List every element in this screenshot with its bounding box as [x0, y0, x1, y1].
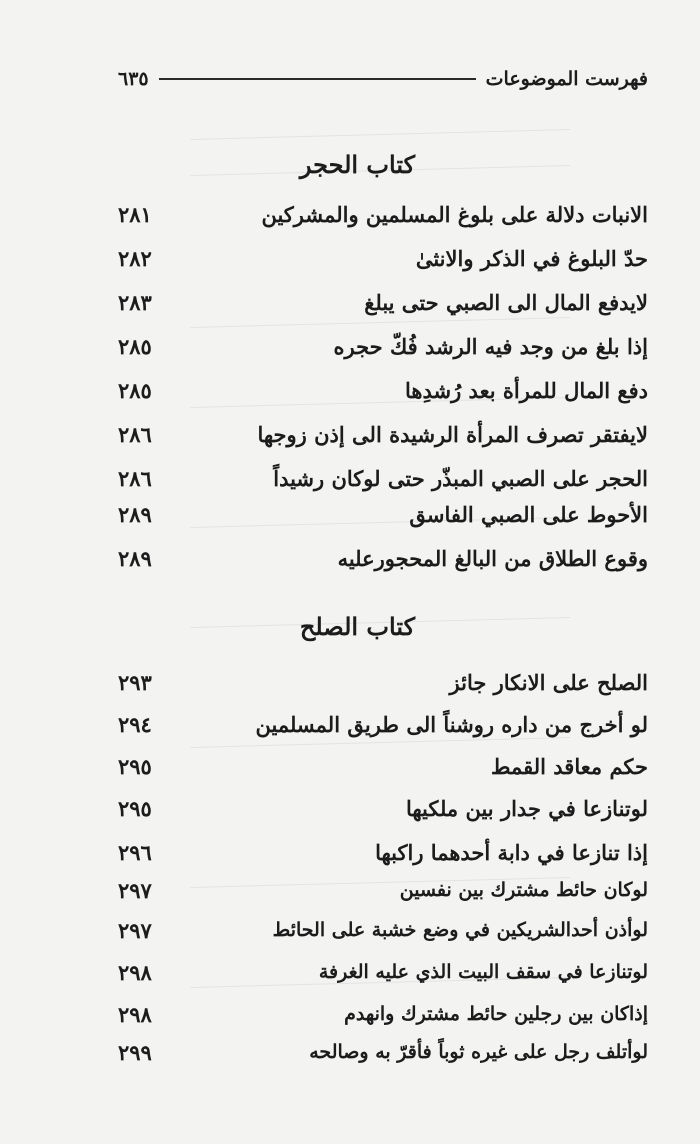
entry-title: وقوع الطلاق من البالغ المحجورعليه [337, 545, 648, 571]
header-page-number: ٦٣٥ [118, 68, 149, 90]
entry-page-number: ٢٩٣ [118, 669, 152, 695]
toc-entry[interactable] [118, 194, 648, 234]
entry-page-number: ٢٨٩ [118, 501, 152, 527]
running-header [118, 62, 648, 96]
entry-page-number: ٢٨٣ [118, 289, 152, 315]
toc-entry[interactable] [118, 326, 648, 366]
entry-title: حدّ البلوغ في الذكر والانثىٰ [415, 245, 648, 271]
toc-entry[interactable] [118, 282, 648, 322]
entry-title: لوتنازعا في جدار بين ملكيها [405, 795, 648, 821]
toc-entry[interactable] [118, 788, 648, 828]
entry-page-number: ٢٩٨ [118, 1001, 152, 1027]
entry-page-number: ٢٩٧ [118, 877, 152, 903]
entry-page-number: ٢٨٢ [118, 245, 152, 271]
entry-page-number: ٢٩٤ [118, 711, 152, 737]
toc-entry[interactable] [118, 704, 648, 744]
entry-page-number: ٢٩٥ [118, 753, 152, 779]
entry-title: حكم معاقد القمط [491, 753, 648, 779]
entry-page-number: ٢٨٦ [118, 465, 152, 491]
bleed-through-line [190, 107, 570, 140]
entry-page-number: ٢٩٥ [118, 795, 152, 821]
entry-title: لوأتلف رجل على غيره ثوباً فأقرّ به وصالحه [309, 1041, 648, 1063]
entry-page-number: ٢٩٦ [118, 839, 152, 865]
section-title-hajr: كتاب الحجر [299, 150, 415, 179]
toc-entry[interactable] [118, 662, 648, 702]
entry-page-number: ٢٩٨ [118, 959, 152, 985]
toc-entry[interactable] [118, 414, 648, 454]
entry-title: الحجر على الصبي المبذّر حتى لوكان رشيداً [273, 465, 648, 491]
toc-entry[interactable] [118, 238, 648, 278]
entry-title: لايدفع المال الى الصبي حتى يبلغ [364, 289, 648, 315]
entry-title: إذاكان بين رجلين حائط مشترك وانهدم [344, 1003, 648, 1025]
toc-entry[interactable] [118, 1032, 648, 1072]
toc-entry[interactable] [118, 370, 648, 410]
entry-title: الأحوط على الصبي الفاسق [409, 501, 648, 527]
toc-entry[interactable] [118, 458, 648, 498]
header-rule [159, 78, 476, 80]
toc-entry[interactable] [118, 538, 648, 578]
toc-entry[interactable] [118, 994, 648, 1034]
entry-title: الصلح على الانكار جائز [449, 669, 648, 695]
entry-title: لوتنازعا في سقف البيت الذي عليه الغرفة [318, 961, 648, 983]
entry-page-number: ٢٨٥ [118, 377, 152, 403]
entry-title: لايفتقر تصرف المرأة الرشيدة الى إذن زوجها [257, 421, 648, 447]
toc-entry[interactable] [118, 952, 648, 992]
entry-title: لو أخرج من داره روشناً الى طريق المسلمين [255, 711, 648, 737]
entry-title: إذا بلغ من وجد فيه الرشد فُكّ حجره [333, 333, 648, 359]
toc-entry[interactable] [118, 910, 648, 950]
toc-entry[interactable] [118, 494, 648, 534]
header-title: فهرست الموضوعات [485, 68, 648, 90]
entry-page-number: ٢٩٧ [118, 917, 152, 943]
entry-title: الانبات دلالة على بلوغ المسلمين والمشركين [261, 201, 648, 227]
entry-title: لوكان حائط مشترك بين نفسين [399, 879, 648, 901]
toc-entry[interactable] [118, 870, 648, 910]
entry-page-number: ٢٨٦ [118, 421, 152, 447]
toc-entry[interactable] [118, 832, 648, 872]
entry-title: إذا تنازعا في دابة أحدهما راكبها [375, 839, 648, 865]
entry-title: لوأذن أحدالشريكين في وضع خشبة على الحائط [272, 919, 648, 941]
entry-page-number: ٢٩٩ [118, 1039, 152, 1065]
entry-page-number: ٢٨١ [118, 201, 152, 227]
entry-page-number: ٢٨٩ [118, 545, 152, 571]
entry-page-number: ٢٨٥ [118, 333, 152, 359]
toc-entry[interactable] [118, 746, 648, 786]
entry-title: دفع المال للمرأة بعد رُشدِها [405, 377, 648, 403]
section-title-sulh: كتاب الصلح [299, 612, 415, 641]
